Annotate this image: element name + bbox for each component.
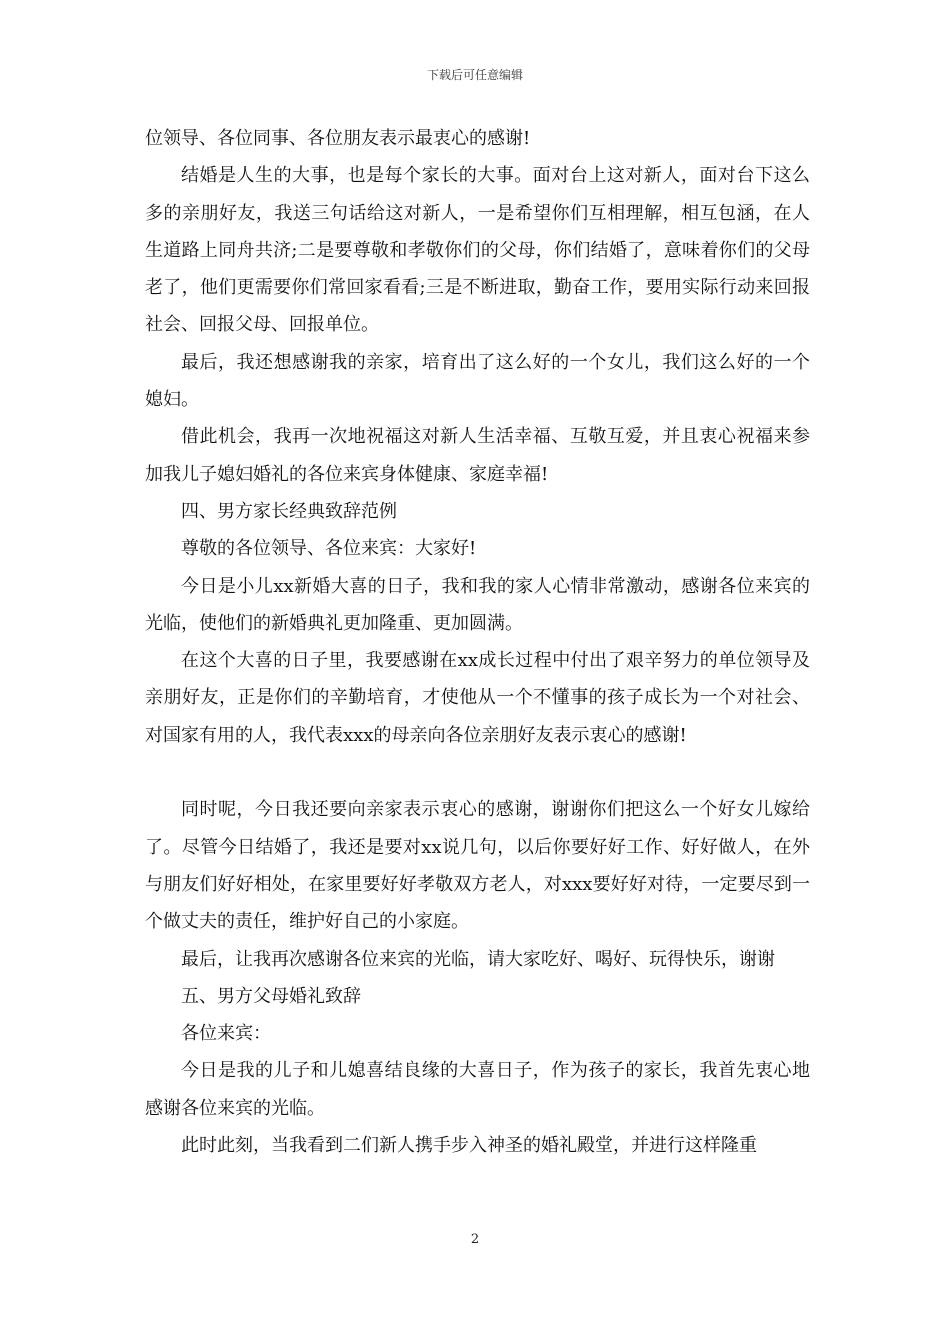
blank-line <box>145 754 810 791</box>
paragraph: 结婚是人生的大事，也是每个家长的大事。面对台上这对新人，面对台下这么多的亲朋好友，我送三句话给这对新人，一是希望你们互相理解，相互包涵，在人生道路上同舟共济;二是要尊敬和孝敬你们的父母，你们结婚了，意味着你们的父母老了，他们更需要你们常回家看看;三是不断进取，勤奋工作，要用实际行动来回报社会、回报父母、回报单位。 <box>145 165 810 336</box>
section-heading: 四、男方家长经典致辞范例 <box>181 500 397 522</box>
paragraph: 今日是我的儿子和儿媳喜结良缘的大喜日子，作为孩子的家长，我首先衷心地感谢各位来宾的光临。 <box>145 1060 810 1119</box>
paragraph: 位领导、各位同事、各位朋友表示最衷心的感谢! <box>145 128 531 149</box>
document-body <box>145 120 810 1164</box>
paragraph: 今日是小儿xx新婚大喜的日子，我和我的家人心情非常激动，感谢各位来宾的光临，使他们的新婚典礼更加隆重、更加圆满。 <box>145 575 810 634</box>
paragraph: 借此机会，我再一次地祝福这对新人生活幸福、互敬互爱，并且衷心祝福来参加我儿子媳妇婚礼的各位来宾身体健康、家庭幸福! <box>145 426 810 485</box>
paragraph: 在这个大喜的日子里，我要感谢在xx成长过程中付出了艰辛努力的单位领导及亲朋好友，正是你们的辛勤培育，才使他从一个不懂事的孩子成长为一个对社会、对国家有用的人，我代表xxx的母亲向各位亲朋好友表示衷心的感谢! <box>145 650 810 746</box>
salutation: 尊敬的各位领导、各位来宾：大家好! <box>181 538 477 560</box>
page-number: 2 <box>470 1232 480 1247</box>
salutation: 各位来宾： <box>181 1023 271 1045</box>
section-heading: 五、男方父母婚礼致辞 <box>181 985 361 1007</box>
paragraph: 最后，我还想感谢我的亲家，培育出了这么好的一个女儿，我们这么好的一个媳妇。 <box>145 351 810 411</box>
paragraph: 最后，让我再次感谢各位来宾的光临，请大家吃好、喝好、玩得快乐，谢谢 <box>181 948 775 970</box>
paragraph: 同时呢，今日我还要向亲家表示衷心的感谢，谢谢你们把这么一个好女儿嫁给了。尽管今日结婚了，我还是要对xx说几句，以后你要好好工作、好好做人，在外与朋友们好好相处，在家里要好好孝敬双方老人，对xxx要好好对待，一定要尽到一个做丈夫的责任，维护好自己的小家庭。 <box>145 799 810 933</box>
paragraph: 此时此刻，当我看到二们新人携手步入神圣的婚礼殿堂，并进行这样隆重 <box>181 1135 757 1157</box>
page-header: 下载后可任意编辑 <box>426 68 523 82</box>
